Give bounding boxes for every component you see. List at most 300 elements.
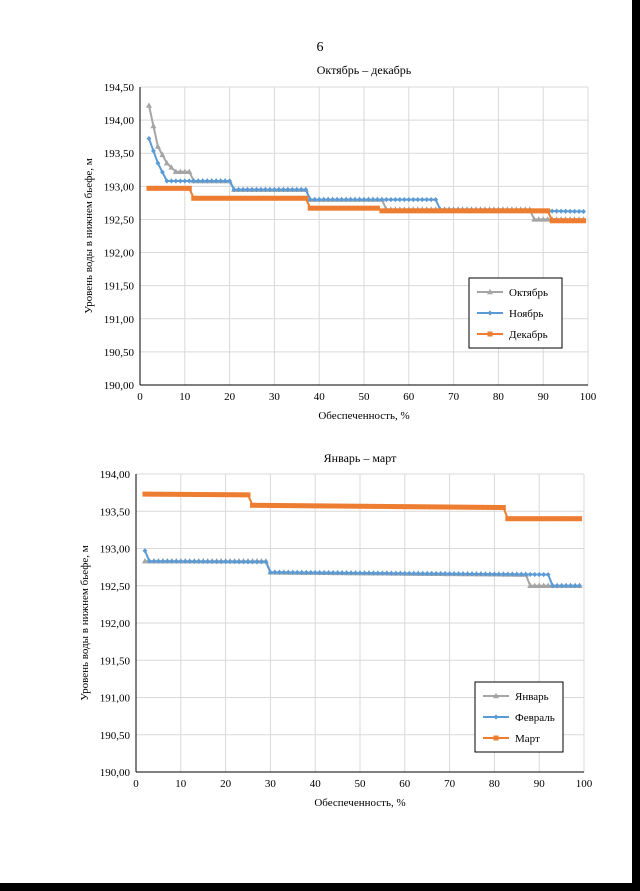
data-point [568, 516, 573, 521]
x-tick-label: 70 [444, 778, 456, 790]
data-point [407, 504, 412, 509]
data-point [232, 196, 237, 201]
data-point [563, 209, 568, 214]
data-point [491, 208, 496, 213]
y-tick-label: 191,00 [99, 692, 130, 705]
series-Декабрь [146, 186, 586, 223]
data-point [178, 178, 183, 183]
data-point [568, 209, 573, 214]
data-point [317, 503, 322, 508]
y-tick-label: 193,00 [103, 181, 134, 194]
data-point [402, 208, 407, 213]
data-point [550, 218, 555, 223]
data-point [563, 218, 568, 223]
data-point [304, 503, 309, 508]
data-point [393, 197, 398, 202]
data-point [205, 492, 210, 497]
x-tick-label: 10 [179, 391, 191, 403]
data-point [411, 197, 416, 202]
data-point [353, 504, 358, 509]
data-point [236, 196, 241, 201]
data-point [429, 208, 434, 213]
y-tick-label: 194,00 [99, 469, 130, 481]
data-point [380, 504, 385, 509]
data-point [267, 196, 272, 201]
y-tick-label: 193,50 [103, 148, 134, 161]
data-point [263, 196, 268, 201]
x-tick-label: 20 [220, 778, 232, 790]
chart-1 [83, 63, 597, 422]
data-point [183, 492, 188, 497]
data-point [173, 186, 178, 191]
y-axis-label: Уровень воды в нижнем бьефе, м [83, 158, 95, 314]
data-point [317, 206, 322, 211]
data-point [425, 504, 430, 509]
data-point [259, 559, 264, 564]
data-point [353, 206, 358, 211]
legend-label: Декабрь [509, 329, 548, 341]
x-tick-label: 70 [448, 391, 460, 403]
y-tick-label: 191,00 [103, 313, 134, 326]
data-point [572, 209, 577, 214]
legend-label: Февраль [515, 712, 555, 724]
data-point [294, 196, 299, 201]
data-point [196, 492, 201, 497]
data-point [254, 503, 259, 508]
chart-2 [79, 451, 593, 809]
data-point [272, 196, 277, 201]
data-point [250, 503, 255, 508]
data-point [577, 218, 582, 223]
data-point [500, 208, 505, 213]
data-point [357, 206, 362, 211]
data-point [178, 492, 183, 497]
data-point [541, 208, 546, 213]
data-point [173, 178, 178, 183]
x-tick-label: 20 [224, 391, 236, 403]
data-point [255, 559, 260, 564]
data-point [415, 208, 420, 213]
y-tick-label: 192,00 [103, 247, 134, 260]
data-point [555, 516, 560, 521]
data-point [348, 206, 353, 211]
x-tick-label: 0 [137, 391, 143, 403]
data-point [362, 504, 367, 509]
data-point [268, 503, 273, 508]
data-point [389, 504, 394, 509]
data-point [321, 206, 326, 211]
data-point [523, 516, 528, 521]
data-point [232, 492, 237, 497]
y-tick-label: 190,00 [103, 380, 134, 392]
data-point [465, 505, 470, 510]
data-point [438, 208, 443, 213]
y-tick-label: 192,00 [99, 618, 130, 630]
data-point [227, 196, 232, 201]
data-point [371, 504, 376, 509]
x-tick-label: 100 [579, 391, 597, 403]
data-point [514, 208, 519, 213]
data-point [146, 102, 152, 107]
data-point [160, 186, 165, 191]
y-tick-label: 190,00 [99, 767, 130, 779]
y-tick-label: 192,50 [103, 214, 134, 227]
legend-label: Январь [515, 691, 549, 703]
data-point [424, 197, 429, 202]
data-point [559, 516, 564, 521]
data-point [545, 208, 550, 213]
data-point [429, 197, 434, 202]
data-point [527, 208, 532, 213]
data-point [429, 504, 434, 509]
data-point [200, 196, 205, 201]
data-point [169, 186, 174, 191]
x-tick-label: 90 [537, 391, 549, 403]
y-axis-label: Уровень воды в нижнем бьефе, м [79, 545, 91, 701]
data-point [456, 505, 461, 510]
data-point [398, 504, 403, 509]
data-point [532, 516, 537, 521]
data-point [519, 516, 524, 521]
data-point [182, 178, 187, 183]
data-point [366, 206, 371, 211]
data-point [420, 208, 425, 213]
data-point [223, 559, 228, 564]
data-point [246, 492, 251, 497]
data-point [155, 143, 161, 148]
series-line [149, 106, 584, 220]
data-point [245, 196, 250, 201]
data-point [272, 503, 277, 508]
data-point [286, 503, 291, 508]
data-point [254, 196, 259, 201]
data-point [344, 504, 349, 509]
data-point [370, 206, 375, 211]
data-point [277, 503, 282, 508]
data-point [191, 196, 196, 201]
data-point [523, 208, 528, 213]
data-point [375, 206, 380, 211]
data-point [205, 196, 210, 201]
data-point [447, 505, 452, 510]
data-point [420, 197, 425, 202]
data-point [541, 516, 546, 521]
y-tick-label: 191,50 [99, 655, 130, 668]
data-point [451, 208, 456, 213]
data-point [411, 504, 416, 509]
series-Март [142, 492, 582, 522]
data-point [151, 186, 156, 191]
data-point [536, 208, 541, 213]
data-point [537, 516, 542, 521]
data-point [393, 504, 398, 509]
data-point [420, 504, 425, 509]
data-point [393, 208, 398, 213]
data-point [470, 505, 475, 510]
data-point [290, 503, 295, 508]
data-point [474, 208, 479, 213]
data-point [573, 516, 578, 521]
data-point [228, 492, 233, 497]
data-point [532, 572, 537, 577]
data-point [474, 505, 479, 510]
data-point [155, 186, 160, 191]
data-point [290, 196, 295, 201]
data-point [505, 208, 510, 213]
data-point [223, 196, 228, 201]
y-tick-label: 191,50 [103, 280, 134, 293]
data-point [276, 196, 281, 201]
x-tick-label: 50 [358, 391, 370, 403]
data-point [384, 504, 389, 509]
data-point [281, 196, 286, 201]
data-point [509, 208, 514, 213]
data-point [415, 197, 420, 202]
x-tick-label: 60 [403, 391, 415, 403]
data-point [505, 516, 510, 521]
data-point [496, 505, 501, 510]
x-tick-label: 10 [175, 778, 187, 790]
data-point [322, 503, 327, 508]
data-point [299, 196, 304, 201]
data-point [581, 218, 586, 223]
x-tick-label: 40 [313, 391, 325, 403]
data-point [554, 209, 559, 214]
x-tick-label: 80 [492, 391, 504, 403]
x-tick-label: 30 [268, 391, 280, 403]
data-point [379, 208, 384, 213]
data-point [487, 505, 492, 510]
data-point [281, 503, 286, 508]
data-point [514, 516, 519, 521]
data-point [326, 206, 331, 211]
data-point [178, 186, 183, 191]
data-point [510, 516, 515, 521]
y-tick-label: 193,00 [99, 543, 130, 556]
data-point [483, 505, 488, 510]
data-point [250, 559, 255, 564]
data-point [384, 208, 389, 213]
data-point [572, 218, 577, 223]
data-point [331, 504, 336, 509]
data-point [340, 504, 345, 509]
data-point [147, 492, 152, 497]
data-point [465, 208, 470, 213]
data-point [397, 197, 402, 202]
data-point [469, 208, 474, 213]
legend-label: Ноябрь [509, 308, 544, 320]
data-point [388, 197, 393, 202]
legend-label: Март [515, 733, 540, 745]
data-point [501, 505, 506, 510]
data-point [461, 505, 466, 510]
data-point [434, 504, 439, 509]
y-tick-label: 190,50 [99, 729, 130, 742]
data-point [150, 123, 156, 128]
data-point [218, 196, 223, 201]
data-point [209, 196, 214, 201]
legend-label: Октябрь [509, 287, 548, 299]
data-point [192, 492, 197, 497]
data-point [541, 572, 546, 577]
data-point [263, 503, 268, 508]
x-tick-label: 0 [133, 778, 139, 790]
data-point [164, 186, 169, 191]
data-point [201, 492, 206, 497]
chart-title: Октябрь – декабрь [316, 63, 412, 77]
data-point [165, 492, 170, 497]
series-Ноябрь [147, 136, 586, 214]
data-point [559, 209, 564, 214]
data-point [214, 559, 219, 564]
x-tick-label: 80 [488, 778, 500, 790]
y-tick-label: 192,50 [99, 580, 130, 593]
data-point [362, 206, 367, 211]
data-point [174, 492, 179, 497]
data-point [443, 505, 448, 510]
x-tick-label: 90 [533, 778, 545, 790]
data-point [339, 206, 344, 211]
data-point [228, 559, 233, 564]
x-tick-label: 100 [575, 778, 593, 790]
data-point [330, 206, 335, 211]
data-point [397, 208, 402, 213]
data-point [447, 208, 452, 213]
data-point [411, 208, 416, 213]
data-point [210, 492, 215, 497]
data-point [460, 208, 465, 213]
y-tick-label: 194,00 [103, 115, 134, 128]
data-point [313, 503, 318, 508]
data-point [259, 503, 264, 508]
x-tick-label: 60 [399, 778, 411, 790]
data-point [532, 208, 537, 213]
data-point [344, 206, 349, 211]
data-point [160, 492, 165, 497]
data-point [156, 492, 161, 497]
data-point [326, 503, 331, 508]
page-number: 6 [316, 40, 324, 55]
data-point [433, 208, 438, 213]
data-point [442, 208, 447, 213]
data-point [187, 178, 192, 183]
data-point [487, 208, 492, 213]
y-tick-label: 193,50 [99, 506, 130, 519]
series-line [149, 188, 584, 221]
data-point [335, 504, 340, 509]
data-point [577, 516, 582, 521]
y-tick-label: 190,50 [103, 346, 134, 359]
x-axis-label: Обеспеченность, % [314, 797, 406, 809]
data-point [246, 559, 251, 564]
data-point [241, 196, 246, 201]
x-tick-label: 50 [354, 778, 366, 790]
data-point [214, 196, 219, 201]
data-point [214, 492, 219, 497]
data-point [187, 492, 192, 497]
data-point [223, 492, 228, 497]
data-point [406, 208, 411, 213]
data-point [550, 516, 555, 521]
data-point [375, 504, 380, 509]
data-point [518, 208, 523, 213]
data-point [406, 197, 411, 202]
data-point [241, 492, 246, 497]
series-line [145, 551, 580, 586]
data-point [554, 218, 559, 223]
series-Февраль [143, 548, 582, 588]
data-point [358, 504, 363, 509]
data-point [169, 178, 174, 183]
data-point [299, 503, 304, 508]
data-point [581, 209, 586, 214]
data-point [402, 504, 407, 509]
x-axis-label: Обеспеченность, % [318, 410, 410, 422]
x-tick-label: 30 [264, 778, 276, 790]
data-point [424, 208, 429, 213]
data-point [182, 186, 187, 191]
data-point [250, 196, 255, 201]
data-point [142, 492, 147, 497]
data-point [237, 492, 242, 497]
data-point [568, 218, 573, 223]
data-point [478, 208, 483, 213]
data-point [416, 504, 421, 509]
data-point [550, 208, 555, 213]
data-point [577, 209, 582, 214]
data-point [303, 196, 308, 201]
data-point [146, 186, 151, 191]
data-point [241, 559, 246, 564]
data-point [285, 196, 290, 201]
data-point [438, 504, 443, 509]
data-point [546, 516, 551, 521]
chart-title: Январь – март [323, 451, 397, 465]
data-point [312, 206, 317, 211]
data-point [452, 505, 457, 510]
legend [469, 278, 562, 348]
data-point [258, 196, 263, 201]
data-point [237, 559, 242, 564]
data-point [528, 572, 533, 577]
data-point [335, 206, 340, 211]
data-point [456, 208, 461, 213]
data-point [384, 197, 389, 202]
data-point [492, 505, 497, 510]
data-point [308, 206, 313, 211]
data-point [295, 503, 300, 508]
data-point [537, 572, 542, 577]
data-point [388, 208, 393, 213]
legend [475, 682, 563, 752]
x-tick-label: 40 [309, 778, 321, 790]
data-point [308, 503, 313, 508]
data-point [219, 559, 224, 564]
data-point [496, 208, 501, 213]
data-point [366, 504, 371, 509]
data-point [559, 218, 564, 223]
data-point [349, 504, 354, 509]
data-point [402, 197, 407, 202]
data-point [187, 186, 192, 191]
data-point [478, 505, 483, 510]
data-point [564, 516, 569, 521]
data-point [219, 492, 224, 497]
data-point [151, 492, 156, 497]
data-point [528, 516, 533, 521]
data-point [196, 196, 201, 201]
data-point [210, 559, 215, 564]
